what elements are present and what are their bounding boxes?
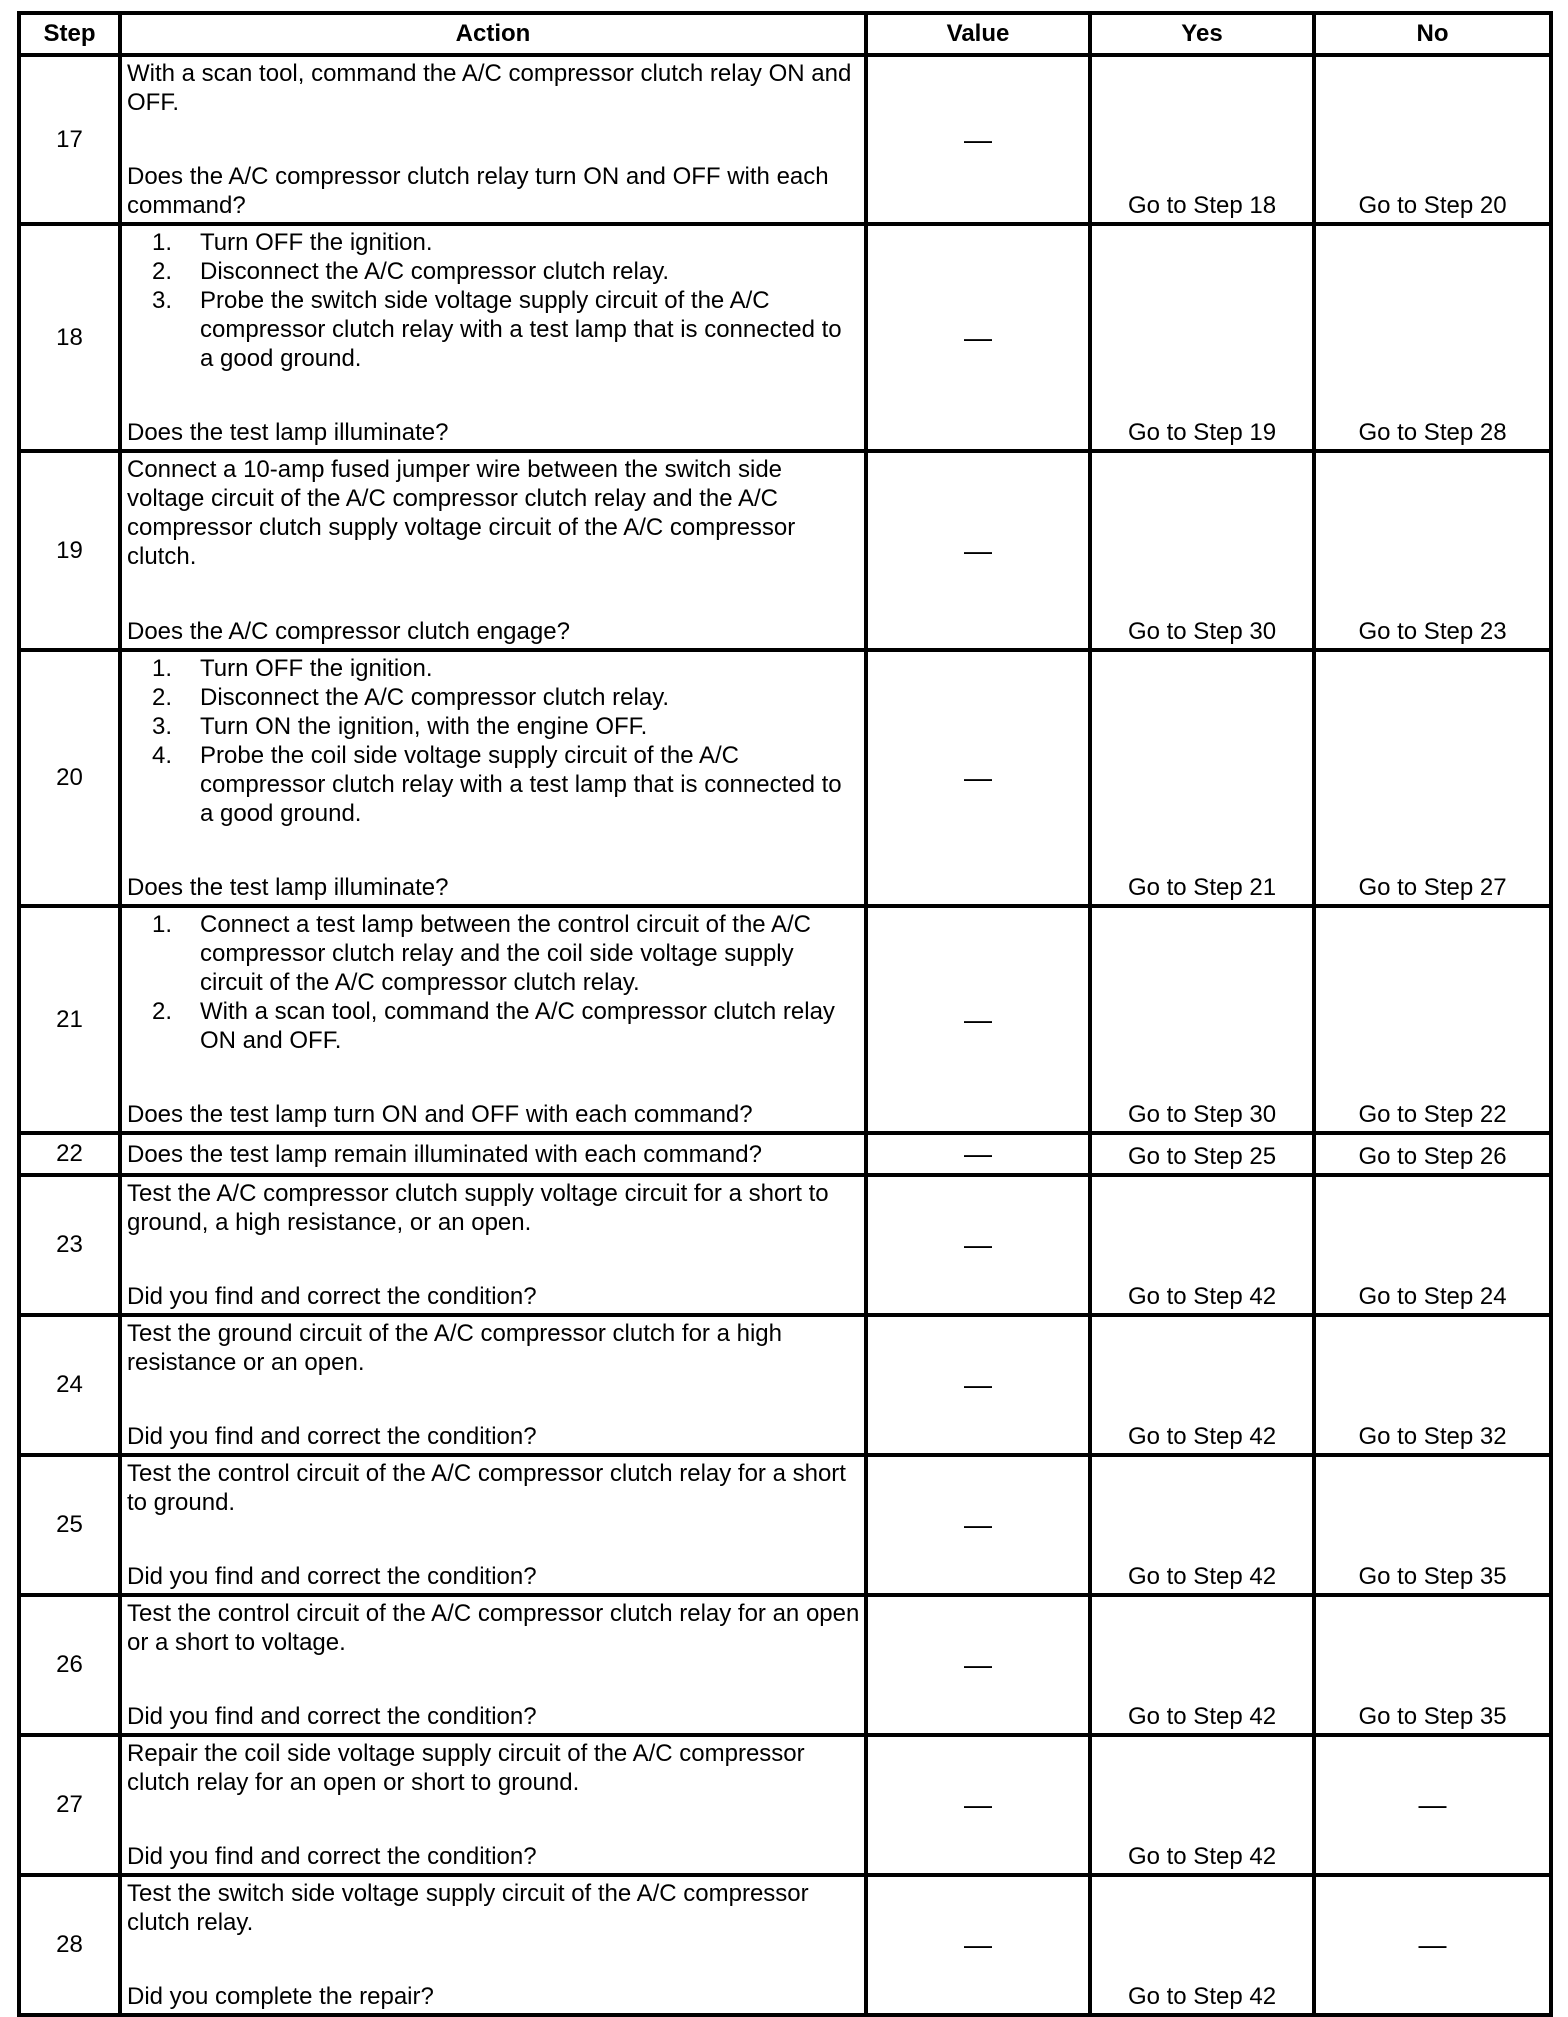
action-question: Does the test lamp remain illuminated with each command? bbox=[127, 1140, 762, 1168]
value-cell: — bbox=[866, 1315, 1090, 1455]
no-cell: Go to Step 35 bbox=[1314, 1595, 1551, 1735]
header-action: Action bbox=[120, 13, 866, 55]
step-number: 21 bbox=[19, 906, 120, 1133]
action-cell bbox=[120, 224, 866, 451]
action-cell bbox=[120, 1315, 866, 1455]
action-question: Did you find and correct the condition? bbox=[127, 1843, 537, 1870]
no-cell: Go to Step 27 bbox=[1314, 650, 1551, 906]
step-number: 17 bbox=[19, 55, 120, 224]
substep bbox=[127, 286, 860, 373]
substep bbox=[127, 741, 860, 828]
value-cell: — bbox=[866, 1133, 1090, 1175]
action-question: Did you complete the repair? bbox=[127, 1983, 434, 2010]
no-cell: Go to Step 20 bbox=[1314, 55, 1551, 224]
table-row bbox=[19, 224, 1551, 451]
action-cell bbox=[120, 1175, 866, 1315]
action-cell bbox=[120, 1595, 866, 1735]
no-cell: Go to Step 26 bbox=[1314, 1133, 1551, 1175]
diagnostic-steps-table bbox=[17, 11, 1553, 2017]
yes-cell: Go to Step 42 bbox=[1090, 1595, 1314, 1735]
action-cell bbox=[120, 1875, 866, 2015]
yes-cell: Go to Step 25 bbox=[1090, 1133, 1314, 1175]
yes-cell: Go to Step 42 bbox=[1090, 1875, 1314, 2015]
table-row bbox=[19, 1315, 1551, 1455]
substep bbox=[127, 712, 860, 741]
table-row bbox=[19, 1175, 1551, 1315]
action-question: Did you find and correct the condition? bbox=[127, 1703, 537, 1730]
yes-cell: Go to Step 42 bbox=[1090, 1175, 1314, 1315]
value-cell: — bbox=[866, 1595, 1090, 1735]
substep bbox=[127, 654, 860, 683]
no-cell: Go to Step 28 bbox=[1314, 224, 1551, 451]
action-cell bbox=[120, 1735, 866, 1875]
value-cell: — bbox=[866, 55, 1090, 224]
substep-number: 1. bbox=[151, 229, 172, 256]
substep bbox=[127, 683, 860, 712]
step-number: 19 bbox=[19, 451, 120, 650]
step-number: 25 bbox=[19, 1455, 120, 1595]
value-cell: — bbox=[866, 1875, 1090, 2015]
substep-number: 2. bbox=[151, 258, 172, 285]
substep-text: Turn OFF the ignition. bbox=[200, 229, 433, 256]
value-cell: — bbox=[866, 1735, 1090, 1875]
action-paragraph: Connect a 10-amp fused jumper wire between the switch side voltage circuit of the A/C compressor clutch relay and the A/C compressor clutch supply voltage circuit of the A/C compressor clutch. bbox=[127, 456, 796, 570]
table-row bbox=[19, 1735, 1551, 1875]
substep-text: With a scan tool, command the A/C compressor clutch relay ON and OFF. bbox=[200, 998, 835, 1054]
action-cell bbox=[120, 55, 866, 224]
action-paragraph: Repair the coil side voltage supply circuit of the A/C compressor clutch relay for an open or short to ground. bbox=[127, 1740, 805, 1796]
substep-number: 1. bbox=[151, 911, 172, 938]
action-question: Did you find and correct the condition? bbox=[127, 1283, 537, 1310]
substep bbox=[127, 228, 860, 257]
value-cell: — bbox=[866, 650, 1090, 906]
step-number: 20 bbox=[19, 650, 120, 906]
action-substeps bbox=[127, 654, 860, 828]
substep-number: 2. bbox=[151, 684, 172, 711]
action-paragraph: Test the switch side voltage supply circuit of the A/C compressor clutch relay. bbox=[127, 1880, 809, 1936]
table-row bbox=[19, 1133, 1551, 1175]
substep-number: 4. bbox=[151, 742, 172, 769]
step-number: 28 bbox=[19, 1875, 120, 2015]
table-row bbox=[19, 1455, 1551, 1595]
substep-text: Connect a test lamp between the control circuit of the A/C compressor clutch relay and the coil side voltage supply circuit of the A/C compressor clutch relay. bbox=[200, 911, 811, 996]
yes-cell: Go to Step 42 bbox=[1090, 1315, 1314, 1455]
no-cell: Go to Step 23 bbox=[1314, 451, 1551, 650]
action-question: Does the A/C compressor clutch relay turn ON and OFF with each command? bbox=[127, 163, 829, 219]
action-question: Did you find and correct the condition? bbox=[127, 1563, 537, 1590]
action-cell bbox=[120, 906, 866, 1133]
no-cell: Go to Step 22 bbox=[1314, 906, 1551, 1133]
step-number: 26 bbox=[19, 1595, 120, 1735]
step-number: 18 bbox=[19, 224, 120, 451]
yes-cell: Go to Step 42 bbox=[1090, 1735, 1314, 1875]
header-yes: Yes bbox=[1090, 13, 1314, 55]
yes-cell: Go to Step 19 bbox=[1090, 224, 1314, 451]
action-question: Does the test lamp illuminate? bbox=[127, 874, 449, 901]
no-cell: Go to Step 35 bbox=[1314, 1455, 1551, 1595]
action-paragraph: Test the ground circuit of the A/C compressor clutch for a high resistance or an open. bbox=[127, 1320, 782, 1376]
substep-text: Turn OFF the ignition. bbox=[200, 655, 433, 682]
step-number: 27 bbox=[19, 1735, 120, 1875]
step-number: 23 bbox=[19, 1175, 120, 1315]
action-cell bbox=[120, 451, 866, 650]
substep-number: 3. bbox=[151, 287, 172, 314]
substep bbox=[127, 257, 860, 286]
no-cell: Go to Step 32 bbox=[1314, 1315, 1551, 1455]
diagnostic-table bbox=[17, 11, 1549, 2010]
table-row bbox=[19, 451, 1551, 650]
yes-cell: Go to Step 21 bbox=[1090, 650, 1314, 906]
value-cell: — bbox=[866, 451, 1090, 650]
action-cell bbox=[120, 650, 866, 906]
action-paragraph: Test the control circuit of the A/C compressor clutch relay for a short to ground. bbox=[127, 1460, 846, 1516]
header-no: No bbox=[1314, 13, 1551, 55]
yes-cell: Go to Step 42 bbox=[1090, 1455, 1314, 1595]
action-substeps bbox=[127, 910, 860, 1055]
action-question: Did you find and correct the condition? bbox=[127, 1423, 537, 1450]
action-question: Does the test lamp illuminate? bbox=[127, 419, 449, 446]
substep-text: Probe the switch side voltage supply circuit of the A/C compressor clutch relay with a test lamp that is connected to a good ground. bbox=[200, 287, 842, 372]
value-cell: — bbox=[866, 1455, 1090, 1595]
table-row bbox=[19, 55, 1551, 224]
action-question: Does the A/C compressor clutch engage? bbox=[127, 618, 570, 645]
action-paragraph: With a scan tool, command the A/C compressor clutch relay ON and OFF. bbox=[127, 60, 852, 116]
substep-text: Turn ON the ignition, with the engine OFF. bbox=[200, 713, 648, 740]
table-row bbox=[19, 1875, 1551, 2015]
value-cell: — bbox=[866, 224, 1090, 451]
substep bbox=[127, 910, 860, 997]
substep-number: 1. bbox=[151, 655, 172, 682]
substep-text: Disconnect the A/C compressor clutch relay. bbox=[200, 258, 670, 285]
action-question: Does the test lamp turn ON and OFF with each command? bbox=[127, 1101, 753, 1128]
value-cell: — bbox=[866, 906, 1090, 1133]
substep-number: 3. bbox=[151, 713, 172, 740]
yes-cell: Go to Step 30 bbox=[1090, 451, 1314, 650]
no-cell: Go to Step 24 bbox=[1314, 1175, 1551, 1315]
action-substeps bbox=[127, 228, 860, 373]
substep-text: Probe the coil side voltage supply circuit of the A/C compressor clutch relay with a test lamp that is connected to a good ground. bbox=[200, 742, 842, 827]
substep bbox=[127, 997, 860, 1055]
yes-cell: Go to Step 30 bbox=[1090, 906, 1314, 1133]
action-paragraph: Test the A/C compressor clutch supply voltage circuit for a short to ground, a high resistance, or an open. bbox=[127, 1180, 829, 1236]
table-row bbox=[19, 1595, 1551, 1735]
table-row bbox=[19, 650, 1551, 906]
no-cell: — bbox=[1314, 1735, 1551, 1875]
header-value: Value bbox=[866, 13, 1090, 55]
value-cell: — bbox=[866, 1175, 1090, 1315]
action-cell bbox=[120, 1455, 866, 1595]
header-row bbox=[19, 13, 1551, 55]
step-number: 24 bbox=[19, 1315, 120, 1455]
header-step: Step bbox=[19, 13, 120, 55]
substep-number: 2. bbox=[151, 998, 172, 1025]
table-row bbox=[19, 906, 1551, 1133]
step-number: 22 bbox=[19, 1133, 120, 1175]
action-cell bbox=[120, 1133, 866, 1175]
yes-cell: Go to Step 18 bbox=[1090, 55, 1314, 224]
substep-text: Disconnect the A/C compressor clutch relay. bbox=[200, 684, 670, 711]
no-cell: — bbox=[1314, 1875, 1551, 2015]
action-paragraph: Test the control circuit of the A/C compressor clutch relay for an open or a short to voltage. bbox=[127, 1600, 860, 1656]
